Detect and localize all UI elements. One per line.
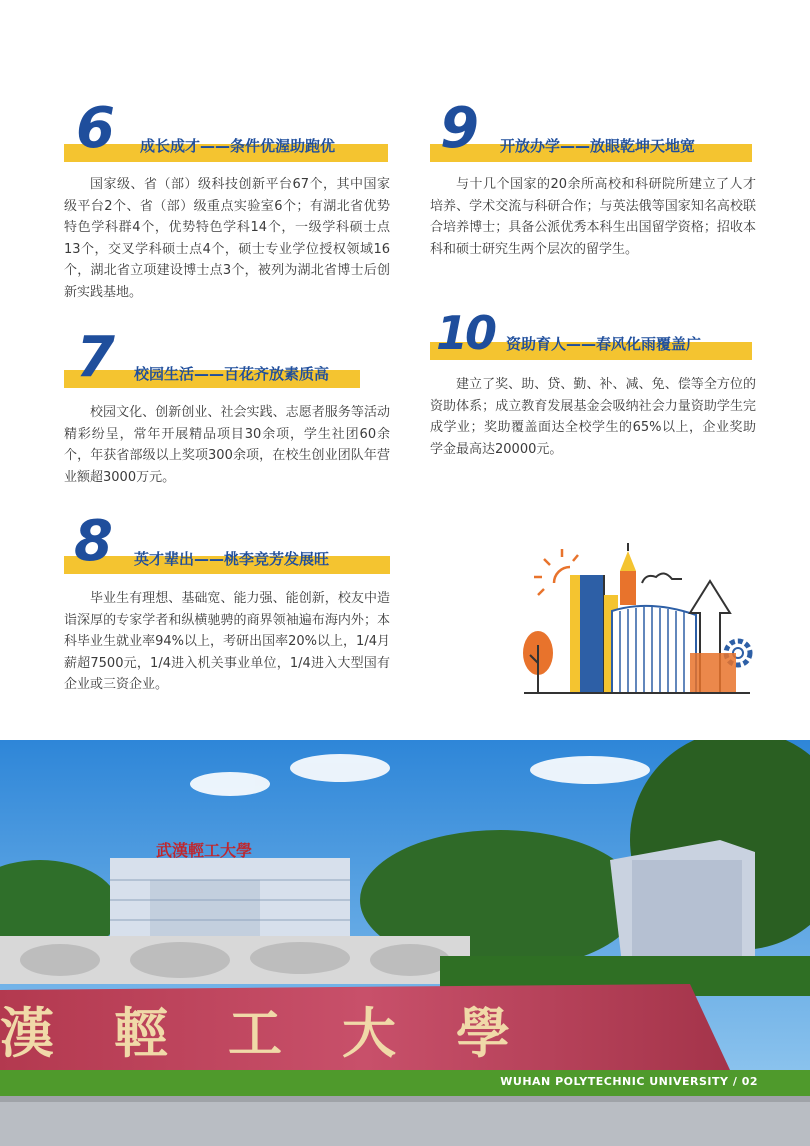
section-7-title: 校园生活——百花齐放素质高 (134, 365, 330, 383)
section-10-body: 建立了奖、助、贷、勤、补、减、免、偿等全方位的资助体系；成立教育发展基金会吸纳社会力量资助学生完成学业；奖助覆盖面达全校学生的65%以上，企业奖助学金最高达20000元。 (430, 377, 756, 457)
section-9-body: 与十几个国家的20余所高校和科研院所建立了人才培养、学术交流与科研合作；与英法俄等国家知名高校联合培养博士；具备公派优秀本科生出国留学资格；招收本科和硕士研究生两个层次的留学生。 (430, 177, 756, 257)
section-10-number: 10 (436, 306, 495, 360)
footer-label (500, 1075, 758, 1088)
section-8-title: 英才辈出——桃李竞芳发展旺 (134, 550, 330, 568)
tree-icon (523, 631, 553, 693)
section-6-body: 国家级、省（部）级科技创新平台67个，其中国家级平台2个、省（部）级重点实验室6个；有湖北省优势特色学科群4个，优势特色学科14个，一级学科硕士点13个，交叉学科硕士点4个，硕士专业学位授权领域16个，湖北省立项建设博士点3个，被列为湖北省博士后创新实践基地。 (64, 177, 390, 300)
building-sign: 武漢輕工大學 (156, 841, 253, 860)
footer-separator: / (732, 1075, 738, 1088)
cloud-icon (642, 573, 682, 583)
footer-university: WUHAN POLYTECHNIC UNIVERSITY (500, 1075, 729, 1088)
section-8-body: 毕业生有理想、基础宽、能力强、能创新，校友中造诣深厚的专家学者和纵横驰骋的商界领袖遍布海内外；本科毕业生就业率94%以上，考研出国率20%以上，1/4月薪超7500元，1/4进入机关事业单位，1/4进入大型国有企业或三资企业。 (64, 591, 390, 692)
footer-page-number: 02 (741, 1075, 758, 1088)
section-7-body: 校园文化、创新创业、社会实践、志愿者服务等活动精彩纷呈，常年开展精品项目30余项，学生社团60余个，年获省部级以上奖项300余项，在校生创业团队年营业额超3000万元。 (64, 405, 390, 485)
section-7-number: 7 (76, 325, 112, 390)
gate-inscription: 漢輕工大學 (0, 1001, 570, 1065)
section-10-title: 资助育人——春风化雨覆盖广 (506, 335, 702, 353)
section-9-number: 9 (440, 96, 476, 161)
section-9-title: 开放办学——放眼乾坤天地宽 (500, 137, 696, 155)
campus-illustration (520, 535, 758, 700)
section-6-number: 6 (76, 96, 112, 161)
section-8-number: 8 (74, 509, 110, 574)
section-6-title: 成长成才——条件优渥助跑优 (140, 137, 336, 155)
